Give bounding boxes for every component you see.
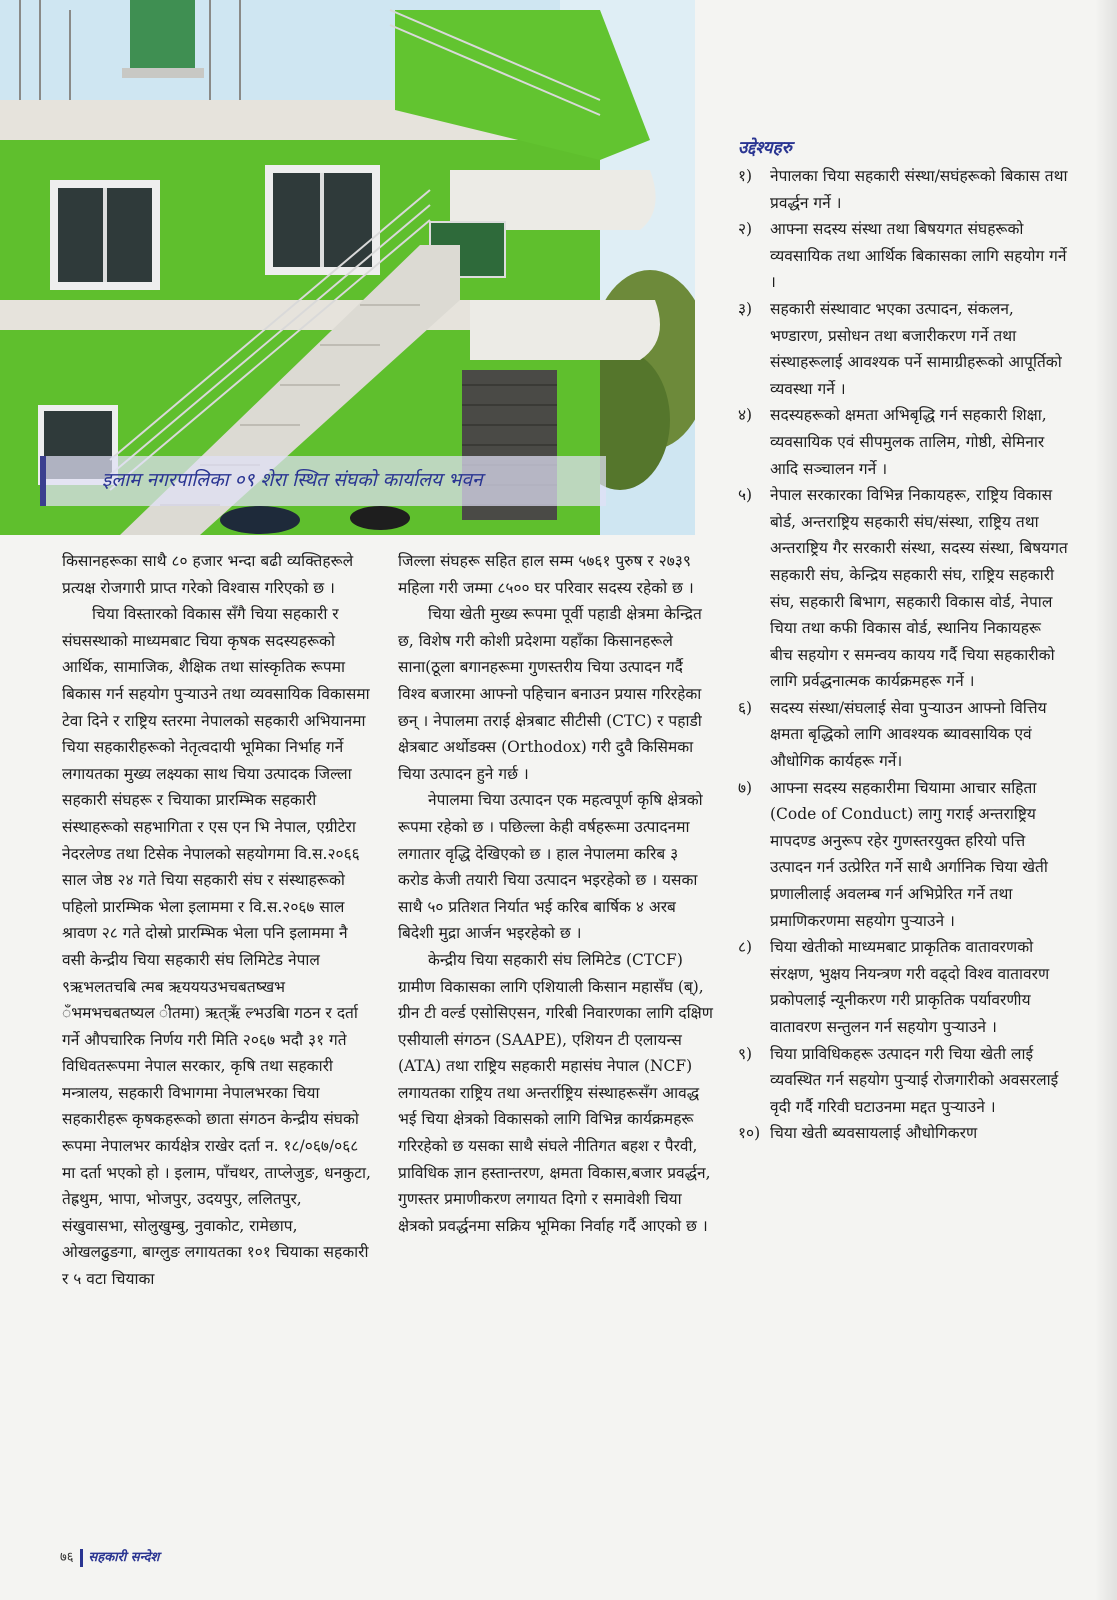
objective-number: १) — [738, 167, 753, 185]
objective-item — [738, 1041, 1068, 1121]
objective-item — [738, 216, 1068, 296]
building-photo — [0, 0, 695, 535]
page-number: ७६ — [60, 1550, 74, 1565]
objective-item — [738, 1120, 1068, 1147]
objective-item — [738, 296, 1068, 402]
objective-text: चिया खेती ब्यवसायलाई औधोगिकरण — [770, 1124, 978, 1143]
objective-item — [738, 402, 1068, 482]
objective-item — [738, 482, 1068, 695]
photo-caption-text: इलाम नगरपालिका ०९ शेरा स्थित संघको कार्यालय भवन — [102, 469, 483, 491]
footer-divider — [80, 1549, 83, 1567]
objective-text: सदस्यहरूको क्षमता अभिबृद्धि गर्न सहकारी शिक्षा, व्यवसायिक एवं सीपमुलक तालिम, गोष्ठी, सेमिनार आदि सञ्चालन गर्ने । — [770, 406, 1047, 478]
paragraph: केन्द्रीय चिया सहकारी संघ लिमिटेड (CTCF) ग्रामीण विकासका लागि एशियाली किसान महासँघ (ब्), ग्रीन टी वर्ल्ड एसोसिएसन, गरिबी निवारणका लागि दक्षिण एसीयाली संगठन (SAAPE), एशियन टी एलायन्स (ATA) तथा राष्ट्रिय सहकारी महासंघ नेपाल (NCF) लगायतका राष्ट्रिय तथा अन्तर्राष्ट्रिय संस्थाहरूसँग आवद्ध भई चिया क्षेत्रको विकासको लागि विभिन्न कार्यक्रमहरू गरिरहेको छ यसका साथै संघले नीतिगत बहश र पैरवी, प्राविधिक ज्ञान हस्तान्तरण, क्षमता विकास,बजार प्रवर्द्धन, गुणस्तर प्रमाणीकरण लगायत दिगो र समावेशी चिया क्षेत्रको प्रवर्द्धनमा सक्रिय भूमिका निर्वाह गर्दै आएको छ । — [398, 950, 713, 1235]
text-column-1 — [62, 548, 372, 1293]
objectives-heading: उद्देश्यहरु — [738, 138, 792, 158]
objective-text: नेपालका चिया सहकारी संस्था/सघंहरूको बिकास तथा प्रवर्द्धन गर्ने । — [770, 167, 1068, 212]
objective-text: नेपाल सरकारका विभिन्न निकायहरू, राष्ट्रिय विकास बोर्ड, अन्तराष्ट्रिय सहकारी संघ/संस्था, राष्ट्रिय तथा अन्तराष्ट्रिय गैर सरकारी संस्था, सदस्य संस्था, बिषयगत सहकारी संघ, केन्द्रिय सहकारी संघ, राष्ट्रिय सहकारी संघ, सहकारी बिभाग, सहकारी विकास वोर्ड, नेपाल चिया तथा कफी विकास वोर्ड, स्थानिय निकायहरू बीच सहयोग र समन्वय कायय गर्दै चिया सहकारीको लागि प्रर्वद्धनात्मक कार्यक्रमहरू गर्ने । — [770, 486, 1068, 691]
paragraph: चिया खेती मुख्य रूपमा पूर्वी पहाडी क्षेत्रमा केन्द्रित छ, विशेष गरी कोशी प्रदेशमा यहाँका किसानहरूले साना(ठूला बगानहरूमा गुणस्तरीय चिया उत्पादन गर्दै विश्व बजारमा आफ्नो पहिचान बनाउन प्रयास गरिरहेका छन् । नेपालमा तराई क्षेत्रबाट सीटीसी (CTC) र पहाडी क्षेत्रबाट अर्थोडक्स (Orthodox) गरी दुवै किसिमका चिया उत्पादन हुने गर्छ । — [398, 605, 702, 783]
objective-item — [738, 695, 1068, 775]
objective-number: ९) — [738, 1044, 753, 1063]
paragraph: चिया विस्तारको विकास सँगै चिया सहकारी र संघसस्थाको माध्यमबाट चिया कृषक सदस्यहरूको आर्थिक, सामाजिक, शैक्षिक तथा सांस्कृतिक रूपमा बिकास गर्न सहयोग पुऱ्याउने तथा व्यवसायिक विकासमा टेवा दिने र राष्ट्रिय स्तरमा नेपालको सहकारी अभियानमा चिया सहकारीहरूको नेतृत्वदायी भूमिका निर्भाह गर्ने लगायतका मुख्य लक्ष्यका साथ चिया उत्पादक जिल्ला सहकारी संघहरू र चियाका प्रारम्भिक सहकारी संस्थाहरूको सहभागिता र एस एन भि नेपाल, एग्रीटेरा नेदरलेण्ड तथा टिसेक नेपालको सहयोगमा वि.स.२०६६ साल जेष्ठ २४ गते चिया सहकारी संघ र संस्थाहरूको पहिलो प्रारम्भिक भेला इलाममा र वि.स.२०६७ साल श्रावण २८ गते दोस्रो प्रारम्भिक भेला पनि इलाममा नै वसी केन्द्रीय चिया सहकारी संघ लिमिटेड नेपाल ९ऋभलतचबि त्मब ऋयययउभचबतष्खभ ँभमभचबतष्यल ीतमा) ऋत्ऋँ ल्भउबाि गठन र दर्ता गर्ने औपचारिक निर्णय गरी मिति २०६७ भदौ ३१ गते विधिवतरूपमा नेपाल सरकार, कृषि तथा सहकारी मन्त्रालय, सहकारी विभागमा नेपालभरका चिया सहकारीहरू कृषकहरूको छाता संगठन केन्द्रीय संघको रूपमा नेपालभर कार्यक्षेत्र राखेर दर्ता न. १८/०६७/०६८ मा दर्ता भएको हो । इलाम, पाँचथर, ताप्लेजुङ, धनकुटा, तेह्रथुम, भापा, भोजपुर, उदयपुर, ललितपुर, संखुवासभा, सोलुखुम्बु, नुवाकोट, रामेछाप, ओखलढुङगा, बाग्लुङ लगायतका १०१ चियाका सहकारी र ५ वटा चियाका — [62, 605, 371, 1289]
text-column-2 — [398, 548, 713, 1239]
building-illustration — [0, 0, 695, 535]
paragraph: किसानहरूका साथै ८० हजार भन्दा बढी व्यक्तिहरूले प्रत्यक्ष रोजगारी प्राप्त गरेको विश्वास गरिएको छ । — [62, 552, 354, 597]
objective-number: ६) — [738, 698, 753, 717]
objective-text: सदस्य संस्था/संघलाई सेवा पुऱ्याउन आफ्नो वित्तिय क्षमता बृद्धिको लागि आवश्यक ब्यावसायिक एवं औधोगिक कार्यहरू गर्ने। — [770, 698, 1047, 771]
paragraph: नेपालमा चिया उत्पादन एक महत्वपूर्ण कृषि क्षेत्रको रूपमा रहेको छ । पछिल्ला केही वर्षहरूमा उत्पादनमा लगातार वृद्धि देखिएको छ । हाल नेपालमा करिब ३ करोड केजी तयारी चिया उत्पादन भइरहेको छ । यसका साथै ५० प्रतिशत निर्यात भई करिब बार्षिक ४ अरब बिदेशी मुद्रा आर्जन भइरहेको छ । — [398, 791, 703, 943]
magazine-name: सहकारी सन्देश — [88, 1550, 160, 1565]
objective-number: २) — [738, 220, 753, 239]
objectives-list — [738, 163, 1068, 1147]
objective-text: आफ्ना सदस्य संस्था तथा बिषयगत संघहरूको व्यवसायिक तथा आर्थिक बिकासका लागि सहयोग गर्ने । — [770, 220, 1067, 292]
page-edge-shadow — [1095, 0, 1117, 1600]
objective-number: १०) — [738, 1124, 761, 1143]
objective-text: आफ्ना सदस्य सहकारीमा चियामा आचार सहिता (Code of Conduct) लागु गराई अन्तराष्ट्रिय मापदण्ड अनुरूप रहेर गुणस्तरयुक्त हरियो पत्ति उत्पादन गर्न उत्प्रेरित गर्ने साथै अर्गानिक चिया खेती प्रणालीलाई अवलम्ब गर्न अभिप्रेरित गर्ने तथा प्रमाणिकरणमा सहयोग पुऱ्याउने । — [770, 778, 1048, 930]
objective-item — [738, 934, 1068, 1040]
objective-number: ७) — [738, 778, 753, 797]
objective-number: ४) — [738, 406, 753, 425]
objective-item — [738, 163, 1068, 216]
objective-text: चिया प्राविधिकहरू उत्पादन गरी चिया खेती लाई व्यवस्थित गर्न सहयोग पुऱ्याई रोजगारीको अवसरलाई वृदी गर्दै गरिवी घटाउनमा मद्दत पुऱ्याउने । — [770, 1044, 1059, 1116]
objective-text: चिया खेतीको माध्यमबाट प्राकृतिक वातावरणको संरक्षण, भुक्षय नियन्त्रण गरी वढ्दो विश्व वातावरण प्रकोपलाई न्यूनीकरण गरी प्राकृतिक पर्यावरणीय वातावरण सन्तुलन गर्न सहयोग पुऱ्याउने । — [770, 938, 1050, 1036]
photo-caption — [40, 456, 606, 506]
objective-number: ८) — [738, 938, 753, 957]
objective-number: ३) — [738, 299, 753, 318]
objective-item — [738, 775, 1068, 935]
objectives-section — [738, 135, 1068, 1147]
paragraph: जिल्ला संघहरू सहित हाल सम्म ५७६१ पुरुष र २७३९ महिला गरी जम्मा ८५०० घर परिवार सदस्य रहेको छ । — [398, 552, 694, 597]
objective-text: सहकारी संस्थावाट भएका उत्पादन, संकलन, भण्डारण, प्रसोधन तथा बजारीकरण गर्ने तथा संस्थाहरूलाई आवश्यक पर्ने सामाग्रीहरूको आपूर्तिको व्यवस्था गर्ने । — [770, 299, 1062, 398]
objective-number: ५) — [738, 486, 753, 505]
page-footer — [60, 1547, 159, 1567]
